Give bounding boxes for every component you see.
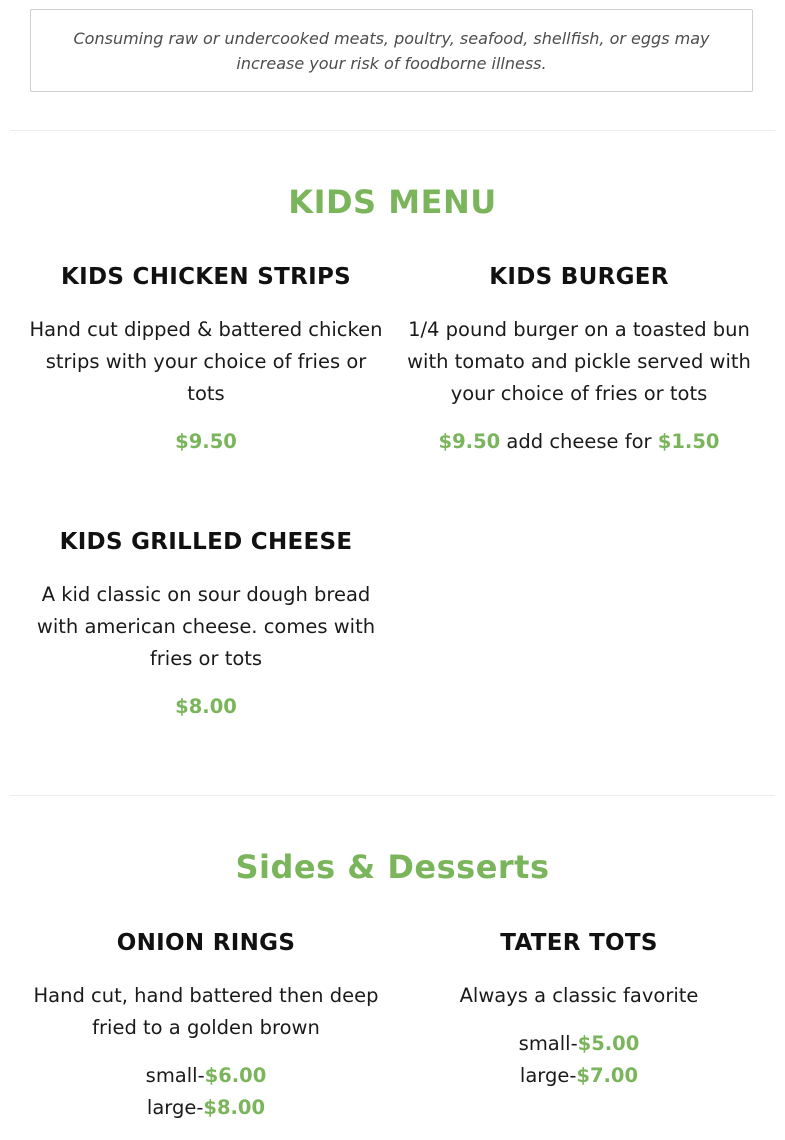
item-description: Always a classic favorite (459, 984, 699, 1007)
menu-item-kids-chicken-strips (26, 262, 386, 458)
section-divider (10, 130, 775, 131)
item-price: $8.00 (203, 1096, 266, 1119)
small-size-price (26, 1060, 386, 1092)
item-price: $9.50 (175, 430, 237, 453)
item-description: A kid classic on sour dough bread with american cheese. comes with fries or tots (36, 583, 376, 670)
item-description: Hand cut, hand battered then deep fried to a golden brown (33, 984, 379, 1039)
item-price-line (26, 1060, 386, 1124)
item-price: $6.00 (204, 1064, 267, 1087)
large-size-price (26, 1092, 386, 1124)
menu-item-onion-rings (26, 928, 386, 1124)
large-size-price (399, 1060, 759, 1092)
item-description: Hand cut dipped & battered chicken strips with your choice of fries or tots (29, 318, 383, 405)
item-price-line (26, 426, 386, 458)
item-price: $7.00 (576, 1064, 639, 1087)
sides-desserts-title: Sides & Desserts (235, 848, 550, 886)
item-name: ONION RINGS (116, 930, 296, 956)
kids-menu-title: KIDS MENU (288, 183, 497, 221)
item-price-line (26, 691, 386, 723)
size-label: small- (145, 1064, 205, 1087)
item-name: KIDS CHICKEN STRIPS (60, 264, 352, 290)
item-price: $8.00 (175, 695, 237, 718)
item-name: TATER TOTS (500, 930, 658, 956)
item-price: $9.50 (438, 430, 501, 453)
section-divider (10, 795, 775, 796)
small-size-price (399, 1028, 759, 1060)
size-label: large- (146, 1096, 204, 1119)
size-label: large- (519, 1064, 577, 1087)
item-price-line (399, 426, 759, 458)
item-price-line (399, 1028, 759, 1092)
menu-item-tater-tots (399, 928, 759, 1092)
size-label: small- (518, 1032, 578, 1055)
add-cheese-price: $1.50 (657, 430, 720, 453)
foodborne-illness-notice (30, 9, 753, 92)
item-name: KIDS BURGER (489, 264, 669, 290)
notice-text: Consuming raw or undercooked meats, poultry, seafood, shellfish, or eggs may increase your risk of foodborne illness. (73, 28, 710, 73)
item-price: $5.00 (577, 1032, 640, 1055)
add-cheese-text: add cheese for (506, 430, 652, 453)
item-name: KIDS GRILLED CHEESE (59, 529, 353, 555)
menu-item-kids-grilled-cheese (26, 527, 386, 723)
item-description: 1/4 pound burger on a toasted bun with tomato and pickle served with your choice of fries or tots (407, 318, 751, 405)
menu-item-kids-burger (399, 262, 759, 458)
